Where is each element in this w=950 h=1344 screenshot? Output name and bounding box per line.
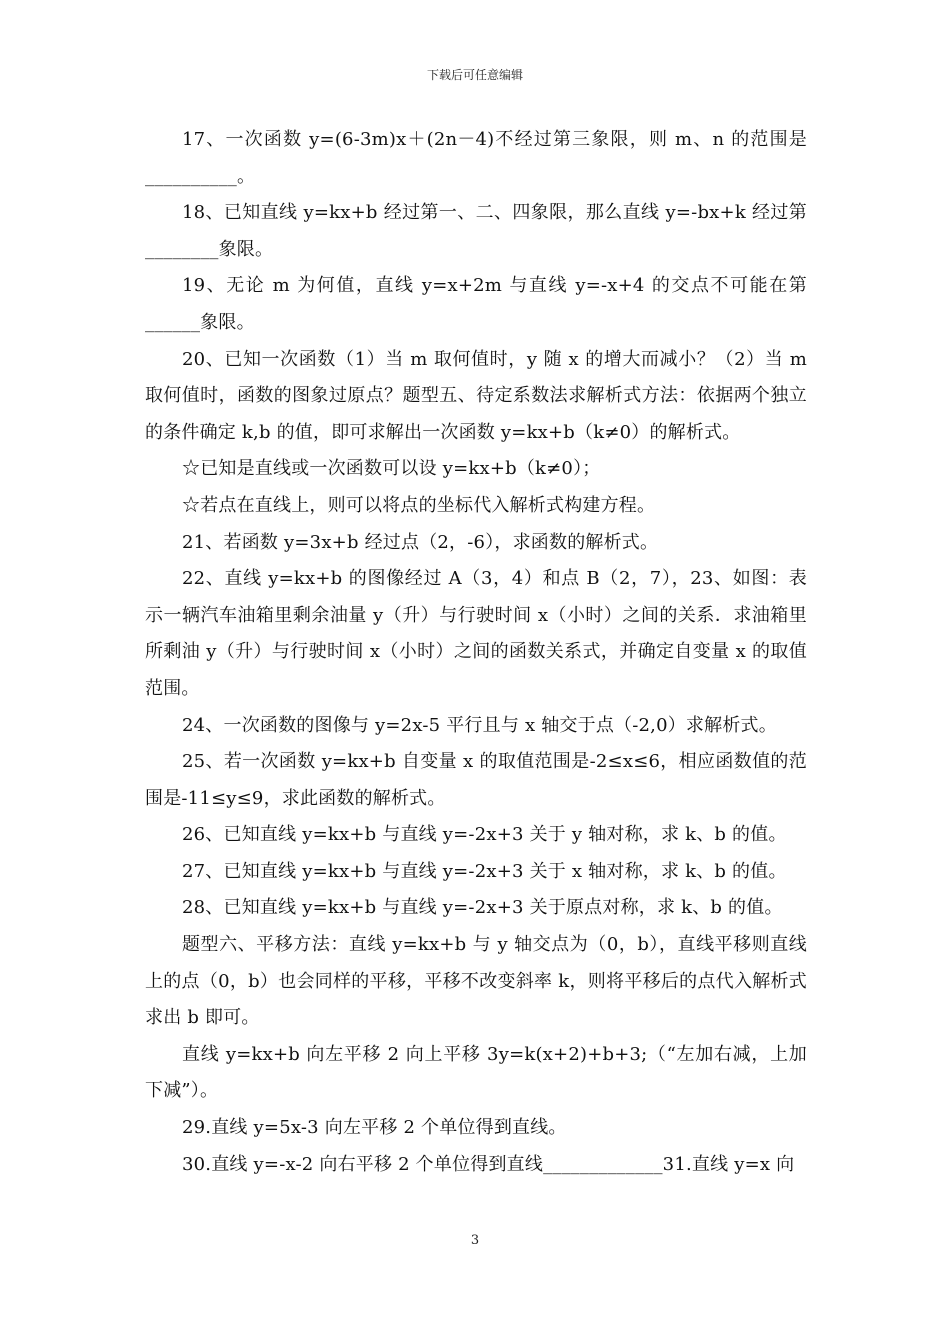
question-30-31: 30.直线 y=-x-2 向右平移 2 个单位得到直线_____________31.直线 y=x 向 <box>182 1153 795 1175</box>
question-25: 25、若一次函数 y=kx+b 自变量 x 的取值范围是-2≤x≤6，相应函数值的范围是-11≤y≤9，求此函数的解析式。 <box>145 751 807 809</box>
question-22-23: 22、直线 y=kx+b 的图像经过 A（3，4）和点 B（2，7），23、如图：表示一辆汽车油箱里剩余油量 y（升）与行驶时间 x（小时）之间的关系．求油箱里所剩油 y（升）与行驶时间 x（小时）之间的函数关系式，并确定自变量 x 的取值范围。 <box>145 568 807 699</box>
question-29: 29.直线 y=5x-3 向左平移 2 个单位得到直线。 <box>182 1117 567 1139</box>
question-24: 24、一次函数的图像与 y=2x-5 平行且与 x 轴交于点（-2,0）求解析式。 <box>182 714 777 736</box>
note-line-1: ☆已知是直线或一次函数可以设 y=kx+b（k≠0）； <box>182 458 601 480</box>
question-21: 21、若函数 y=3x+b 经过点（2，-6），求函数的解析式。 <box>182 531 659 553</box>
page-body <box>145 122 807 1183</box>
question-27: 27、已知直线 y=kx+b 与直线 y=-2x+3 关于 x 轴对称，求 k、b 的值。 <box>182 860 787 882</box>
section-type-six: 题型六、平移方法：直线 y=kx+b 与 y 轴交点为（0，b），直线平移则直线上的点（0，b）也会同样的平移，平移不改变斜率 k，则将平移后的点代入解析式求出 b 即可。 <box>145 934 807 1029</box>
note-line-2: ☆若点在直线上，则可以将点的坐标代入解析式构建方程。 <box>182 494 656 516</box>
question-19: 19、无论 m 为何值，直线 y=x+2m 与直线 y=-x+4 的交点不可能在第______象限。 <box>145 275 807 333</box>
page-number: 3 <box>470 1233 480 1248</box>
question-17: 17、一次函数 y=(6-3m)x＋(2n－4)不经过第三象限，则 m、n 的范围是__________。 <box>145 129 807 187</box>
question-28: 28、已知直线 y=kx+b 与直线 y=-2x+3 关于原点对称，求 k、b 的值。 <box>182 897 783 919</box>
page-header: 下载后可任意编辑 <box>426 68 523 82</box>
question-18: 18、已知直线 y=kx+b 经过第一、二、四象限，那么直线 y=-bx+k 经过第________象限。 <box>145 202 807 260</box>
translation-rule: 直线 y=kx+b 向左平移 2 向上平移 3y=k(x+2)+b+3;（“左加右减，上加下减”）。 <box>145 1043 807 1102</box>
question-26: 26、已知直线 y=kx+b 与直线 y=-2x+3 关于 y 轴对称，求 k、b 的值。 <box>182 824 787 846</box>
question-20: 20、已知一次函数（1）当 m 取何值时，y 随 x 的增大而减小？（2）当 m 取何值时，函数的图象过原点？题型五、待定系数法求解析式方法：依据两个独立的条件确定 k,b 的值，即可求解出一次函数 y=kx+b（k≠0）的解析式。 <box>145 348 807 443</box>
